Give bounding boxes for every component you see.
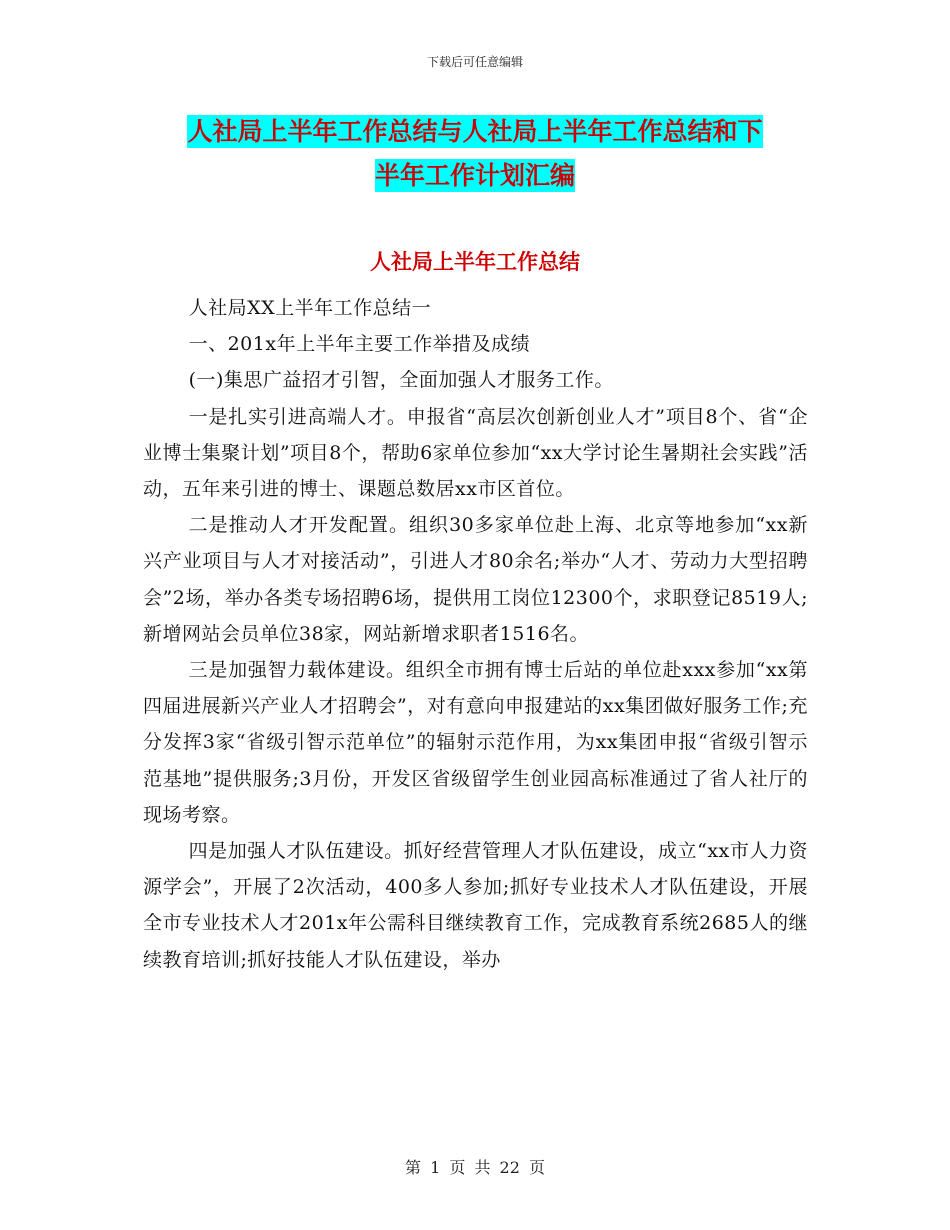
paragraph: (一)集思广益招才引智，全面加强人才服务工作。: [188, 369, 614, 392]
paragraph: 四是加强人才队伍建设。抓好经营管理人才队伍建设，成立“xx市人力资源学会”，开展了2次活动，400多人参加;抓好专业技术人才队伍建设，开展全市专业技术人才201x年公需科目继续教育工作，完成教育系统2685人的继续教育培训;抓好技能人才队伍建设，举办: [143, 840, 808, 971]
header-note: 下载后可任意编辑: [426, 55, 523, 69]
section-title: 人社局上半年工作总结: [370, 250, 580, 274]
paragraph: 一是扎实引进高端人才。申报省“高层次创新创业人才”项目8个、省“企业博士集聚计划”项目8个，帮助6家单位参加“xx大学讨论生暑期社会实践”活动，五年来引进的博士、课题总数居xx市区首位。: [143, 405, 808, 501]
document-title-line-1: 人社局上半年工作总结与人社局上半年工作总结和下: [187, 117, 763, 146]
document-title: [0, 110, 950, 198]
paragraph: 三是加强智力载体建设。组织全市拥有博士后站的单位赴xxx参加“xx第四届进展新兴产业人才招聘会”，对有意向申报建站的xx集团做好服务工作;充分发挥3家“省级引智示范单位”的辐射示范作用，为xx集团申报“省级引智示范基地”提供服务;3月份，开发区省级留学生创业园高标准通过了省人社厅的现场考察。: [143, 659, 808, 826]
paragraph: 二是推动人才开发配置。组织30多家单位赴上海、北京等地参加“xx新兴产业项目与人才对接活动”，引进人才80余名;举办“人才、劳动力大型招聘会”2场，举办各类专场招聘6场，提供用工岗位12300个，求职登记8519人;新增网站会员单位38家，网站新增求职者1516名。: [143, 514, 808, 645]
body-text: [143, 290, 808, 978]
paragraph: 一、201x年上半年主要工作举措及成绩: [188, 333, 531, 356]
paragraph: 人社局XX上半年工作总结一: [188, 297, 432, 319]
page-number-footer: 第 1 页 共 22 页: [405, 1158, 545, 1177]
document-title-line-2: 半年工作计划汇编: [374, 161, 575, 190]
